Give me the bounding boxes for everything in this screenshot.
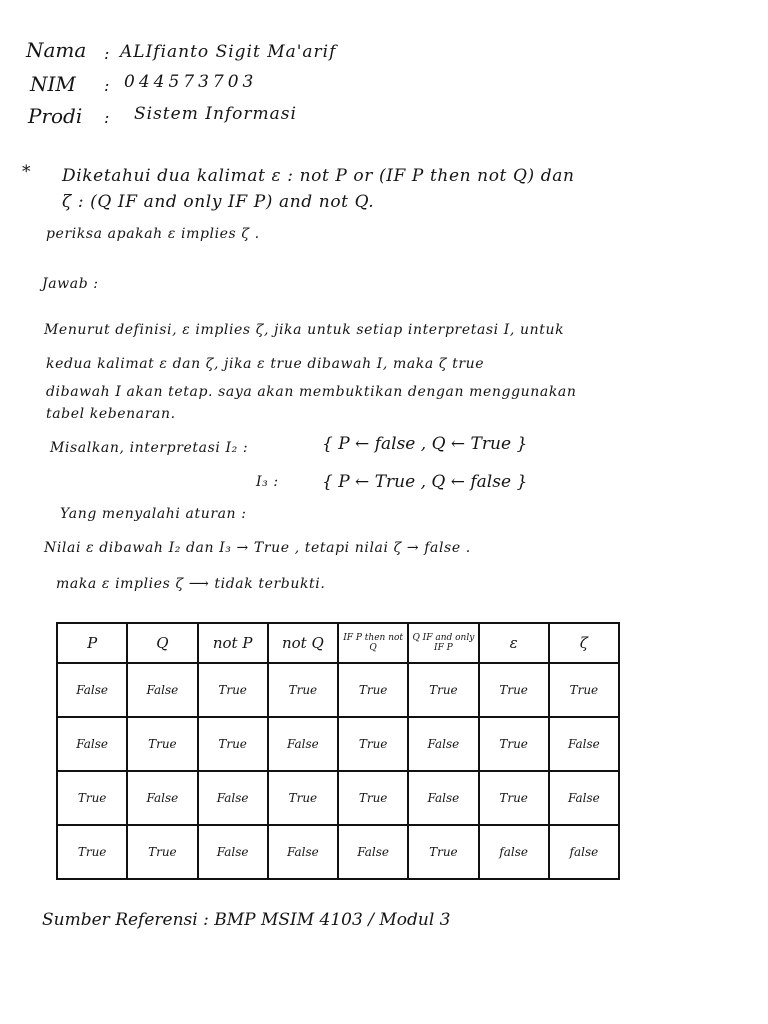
table-row bbox=[57, 717, 619, 771]
table-cell: False bbox=[338, 825, 408, 879]
table-cell: False bbox=[127, 663, 197, 717]
nim-separator: : bbox=[104, 76, 110, 95]
table-cell: True bbox=[198, 663, 268, 717]
table-cell: False bbox=[127, 771, 197, 825]
table-cell: False bbox=[198, 825, 268, 879]
table-cell: False bbox=[408, 717, 478, 771]
question-line-1: Diketahui dua kalimat ε : not P or (IF P then not Q) dan bbox=[62, 166, 575, 186]
truth-table-header-row bbox=[57, 623, 619, 663]
answer-paragraph-line-4: tabel kebenaran. bbox=[46, 406, 176, 422]
conclusion-line: maka ε implies ζ ⟶ tidak terbukti. bbox=[56, 576, 326, 592]
answer-paragraph-line-3: dibawah I akan tetap. saya akan membuktikan dengan menggunakan bbox=[46, 384, 577, 400]
table-cell: True bbox=[479, 771, 549, 825]
table-cell: False bbox=[268, 825, 338, 879]
misalkan-label: Misalkan, interpretasi I₂ : bbox=[50, 440, 249, 456]
table-cell: True bbox=[338, 663, 408, 717]
truth-table-header-p: P bbox=[57, 623, 127, 663]
truth-table-header-if-p-then-not-q: IF P then not Q bbox=[338, 623, 408, 663]
answer-heading: Jawab : bbox=[42, 276, 99, 292]
nim-value: 044573703 bbox=[124, 72, 258, 92]
table-cell: false bbox=[479, 825, 549, 879]
nama-separator: : bbox=[104, 44, 110, 63]
nim-label: NIM bbox=[30, 72, 76, 96]
table-cell: False bbox=[198, 771, 268, 825]
question-line-3: periksa apakah ε implies ζ . bbox=[46, 226, 260, 242]
table-row bbox=[57, 663, 619, 717]
table-cell: True bbox=[57, 771, 127, 825]
interpretation-i3-set: { P ← True , Q ← false } bbox=[322, 472, 528, 492]
question-line-2: ζ : (Q IF and only IF P) and not Q. bbox=[62, 192, 375, 212]
table-cell: True bbox=[408, 663, 478, 717]
question-bullet: * bbox=[22, 162, 31, 182]
table-cell: True bbox=[479, 717, 549, 771]
table-cell: True bbox=[127, 717, 197, 771]
truth-table-header-not-p: not P bbox=[198, 623, 268, 663]
table-cell: False bbox=[268, 717, 338, 771]
table-row bbox=[57, 825, 619, 879]
answer-paragraph-line-1: Menurut definisi, ε implies ζ, jika untuk setiap interpretasi I, untuk bbox=[44, 322, 565, 338]
truth-table-header-epsilon: ε bbox=[479, 623, 549, 663]
table-cell: True bbox=[198, 717, 268, 771]
table-row bbox=[57, 771, 619, 825]
nama-value: ALIfianto Sigit Ma'arif bbox=[120, 42, 337, 62]
truth-table-header-zeta: ζ bbox=[549, 623, 619, 663]
answer-paragraph-line-2: kedua kalimat ε dan ζ, jika ε true dibawah I, maka ζ true bbox=[46, 356, 485, 372]
table-cell: false bbox=[549, 825, 619, 879]
interpretation-i2-set: { P ← false , Q ← True } bbox=[322, 434, 528, 454]
table-cell: True bbox=[268, 771, 338, 825]
source-reference: Sumber Referensi : BMP MSIM 4103 / Modul 3 bbox=[42, 910, 451, 930]
table-cell: True bbox=[268, 663, 338, 717]
table-cell: True bbox=[127, 825, 197, 879]
table-cell: True bbox=[57, 825, 127, 879]
truth-table-header-q-iff-p: Q IF and only IF P bbox=[408, 623, 478, 663]
table-cell: False bbox=[57, 663, 127, 717]
prodi-label: Prodi bbox=[28, 104, 83, 128]
table-cell: True bbox=[549, 663, 619, 717]
truth-table bbox=[56, 622, 620, 880]
table-cell: True bbox=[479, 663, 549, 717]
prodi-value: Sistem Informasi bbox=[134, 104, 297, 124]
prodi-separator: : bbox=[104, 108, 110, 127]
violation-line: Nilai ε dibawah I₂ dan I₃ → True , tetapi nilai ζ → false . bbox=[44, 540, 471, 556]
table-cell: False bbox=[549, 717, 619, 771]
truth-table-header-q: Q bbox=[127, 623, 197, 663]
table-cell: False bbox=[57, 717, 127, 771]
table-cell: True bbox=[338, 717, 408, 771]
table-cell: True bbox=[408, 825, 478, 879]
violation-label: Yang menyalahi aturan : bbox=[60, 506, 247, 522]
nama-label: Nama bbox=[26, 38, 87, 62]
table-cell: True bbox=[338, 771, 408, 825]
table-cell: False bbox=[408, 771, 478, 825]
interpretation-i3-label: I₃ : bbox=[256, 474, 279, 490]
table-cell: False bbox=[549, 771, 619, 825]
truth-table-header-not-q: not Q bbox=[268, 623, 338, 663]
